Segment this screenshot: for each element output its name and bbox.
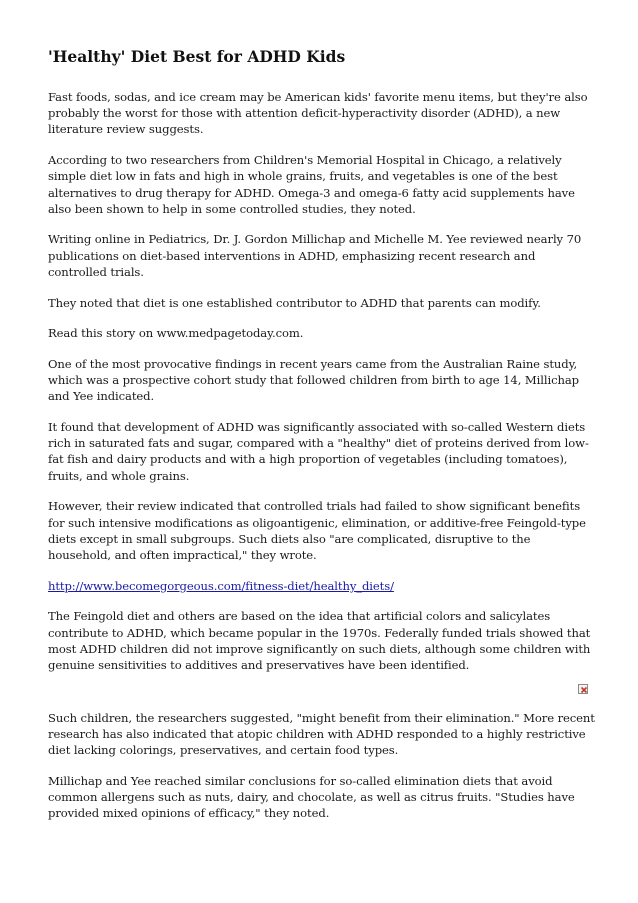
- external-link[interactable]: http://www.becomegorgeous.com/fitness-diet/healthy_diets/: [48, 578, 394, 593]
- image-placeholder-row: [48, 684, 596, 704]
- paragraph: One of the most provocative findings in recent years came from the Australian Raine study, which was a prospective cohort study that followed children from birth to age 14, Millichap and Yee indicated.: [48, 356, 579, 404]
- article-title: 'Healthy' Diet Best for ADHD Kids: [48, 47, 346, 66]
- paragraph: The Feingold diet and others are based on the idea that artificial colors and salicylates contribute to ADHD, which became popular in the 1970s. Federally funded trials showed that most ADHD children did not improve significantly on such diets, although some children with genuine sensitivities to additives and preservatives have been identified.: [48, 609, 591, 672]
- paragraph: Millichap and Yee reached similar conclusions for so-called elimination diets that avoid common allergens such as nuts, dairy, and chocolate, as well as citrus fruits. "Studies have provided mixed opinions of efficacy," they noted.: [48, 773, 575, 821]
- paragraph: However, their review indicated that controlled trials had failed to show significant benefits for such intensive modifications as oligoantigenic, elimination, or additive-free Feingold-type diets except in small subgroups. Such diets also "are complicated, disruptive to the household, and often impractical," they wrote.: [48, 499, 586, 562]
- paragraph: Such children, the researchers suggested, "might benefit from their elimination." More recent research has also indicated that atopic children with ADHD responded to a highly restrictive diet lacking colorings, preservatives, and certain food types.: [48, 710, 595, 758]
- link-paragraph: [48, 578, 596, 594]
- paragraph: Writing online in Pediatrics, Dr. J. Gordon Millichap and Michelle M. Yee reviewed nearly 70 publications on diet-based interventions in ADHD, emphasizing recent research and controlled trials.: [48, 232, 582, 279]
- paragraph: Fast foods, sodas, and ice cream may be American kids' favorite menu items, but they're also probably the worst for those with attention deficit-hyperactivity disorder (ADHD), a new literature review suggests.: [48, 90, 588, 137]
- paragraph: Read this story on www.medpagetoday.com.: [48, 326, 304, 341]
- paragraph: It found that development of ADHD was significantly associated with so-called Western diets rich in saturated fats and sugar, compared with a "healthy" diet of proteins derived from low-fat fish and dairy products and with a high proportion of vegetables (including tomatoes), fruits, and whole grains.: [48, 420, 589, 483]
- paragraph: They noted that diet is one established contributor to ADHD that parents can modify.: [48, 295, 541, 310]
- paragraph: According to two researchers from Children's Memorial Hospital in Chicago, a relatively simple diet low in fats and high in whole grains, fruits, and vegetables is one of the best alternatives to drug therapy for ADHD. Omega-3 and omega-6 fatty acid supplements have also been shown to help in some controlled studies, they noted.: [48, 153, 575, 216]
- article: [48, 47, 596, 836]
- broken-image-icon: [578, 684, 588, 694]
